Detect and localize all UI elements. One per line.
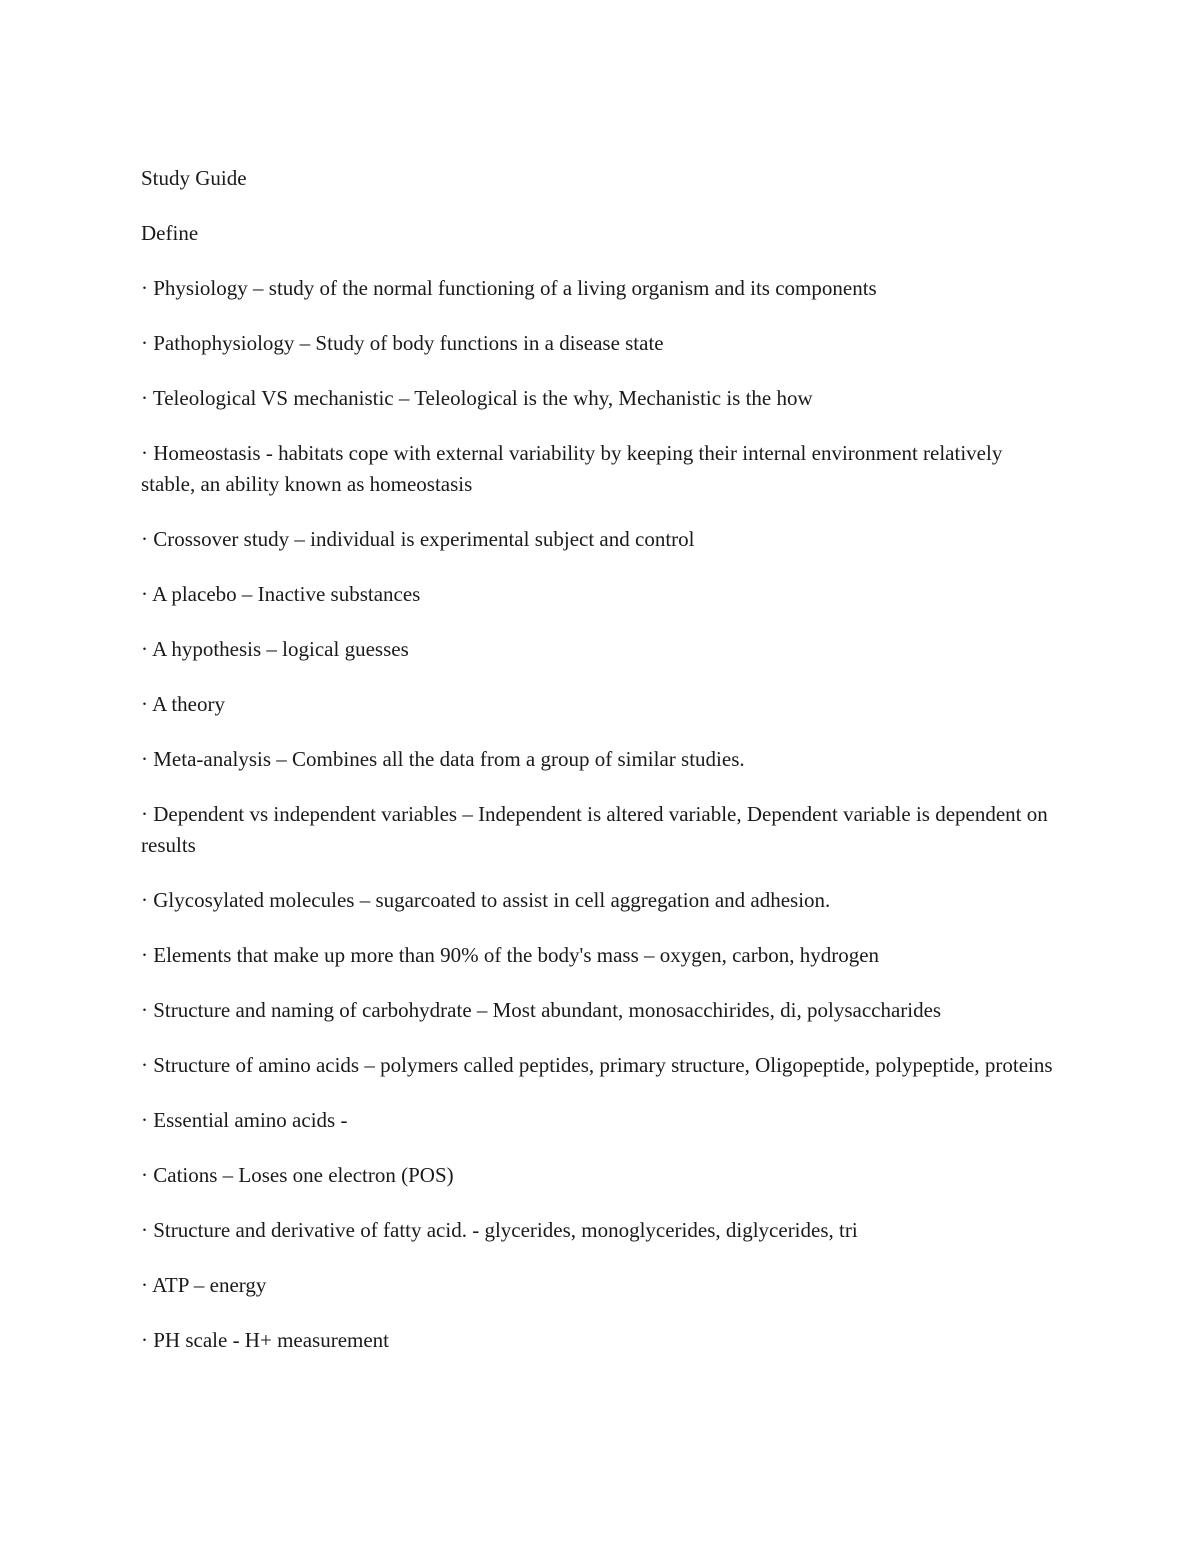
- list-item-text: A theory: [152, 692, 225, 716]
- list-item: [141, 1050, 1061, 1081]
- list-item-text: Elements that make up more than 90% of the body's mass – oxygen, carbon, hydrogen: [153, 943, 880, 967]
- list-item: [141, 1215, 1061, 1246]
- list-item-text: A placebo – Inactive substances: [152, 582, 421, 606]
- list-item: [141, 995, 1061, 1026]
- bullet-icon: ·: [141, 1053, 148, 1077]
- list-item-text: ATP – energy: [152, 1273, 267, 1297]
- bullet-icon: ·: [141, 998, 148, 1022]
- list-item-text: Meta-analysis – Combines all the data from a group of similar studies.: [153, 747, 745, 771]
- bullet-icon: ·: [141, 276, 148, 300]
- list-item-text: Crossover study – individual is experimental subject and control: [153, 527, 695, 551]
- bullet-icon: ·: [141, 582, 148, 606]
- document-body: [141, 163, 1061, 1380]
- bullet-icon: ·: [141, 331, 148, 355]
- bullet-icon: ·: [141, 943, 148, 967]
- list-item-text: Dependent vs independent variables – Independent is altered variable, Dependent variable is dependent on results: [141, 802, 1048, 857]
- bullet-icon: ·: [141, 747, 148, 771]
- list-item-text: Structure of amino acids – polymers called peptides, primary structure, Oligopeptide, polypeptide, proteins: [153, 1053, 1053, 1077]
- list-item: [141, 1160, 1061, 1191]
- definition-list: [141, 273, 1061, 1356]
- list-item: [141, 1325, 1061, 1356]
- bullet-icon: ·: [141, 1108, 148, 1132]
- bullet-icon: ·: [141, 888, 148, 912]
- list-item-text: Structure and naming of carbohydrate – Most abundant, monosacchirides, di, polysaccharides: [153, 998, 942, 1022]
- list-item-text: Physiology – study of the normal functioning of a living organism and its components: [153, 276, 877, 300]
- list-item-text: Cations – Loses one electron (POS): [153, 1163, 454, 1187]
- bullet-icon: ·: [141, 802, 148, 826]
- bullet-icon: ·: [141, 1163, 148, 1187]
- list-item-text: Teleological VS mechanistic – Teleological is the why, Mechanistic is the how: [152, 386, 813, 410]
- list-item-text: Glycosylated molecules – sugarcoated to assist in cell aggregation and adhesion.: [153, 888, 831, 912]
- list-item-text: Homeostasis - habitats cope with external variability by keeping their internal environment relatively stable, an ability known as homeostasis: [141, 441, 1003, 496]
- list-item: [141, 744, 1061, 775]
- bullet-icon: ·: [141, 386, 148, 410]
- list-item-text: PH scale - H+ measurement: [153, 1328, 390, 1352]
- bullet-icon: ·: [141, 637, 148, 661]
- list-item: [141, 328, 1061, 359]
- list-item: [141, 383, 1061, 414]
- bullet-icon: ·: [141, 527, 148, 551]
- bullet-icon: ·: [141, 1218, 148, 1242]
- list-item: [141, 1105, 1061, 1136]
- list-item: [141, 579, 1061, 610]
- list-item: [141, 634, 1061, 665]
- list-item-text: Essential amino acids -: [153, 1108, 348, 1132]
- bullet-icon: ·: [141, 1273, 148, 1297]
- document-title: Study Guide: [141, 166, 247, 190]
- list-item: [141, 273, 1061, 304]
- list-item: [141, 885, 1061, 916]
- bullet-icon: ·: [141, 1328, 148, 1352]
- list-item: [141, 689, 1061, 720]
- list-item-text: Pathophysiology – Study of body functions in a disease state: [153, 331, 664, 355]
- list-item: [141, 438, 1061, 500]
- bullet-icon: ·: [141, 692, 148, 716]
- list-item: [141, 940, 1061, 971]
- list-item-text: Structure and derivative of fatty acid. - glycerides, monoglycerides, diglycerides, tri: [153, 1218, 858, 1242]
- list-item: [141, 1270, 1061, 1301]
- list-item-text: A hypothesis – logical guesses: [152, 637, 409, 661]
- section-heading: Define: [141, 221, 199, 245]
- list-item: [141, 799, 1061, 861]
- bullet-icon: ·: [141, 441, 148, 465]
- list-item: [141, 524, 1061, 555]
